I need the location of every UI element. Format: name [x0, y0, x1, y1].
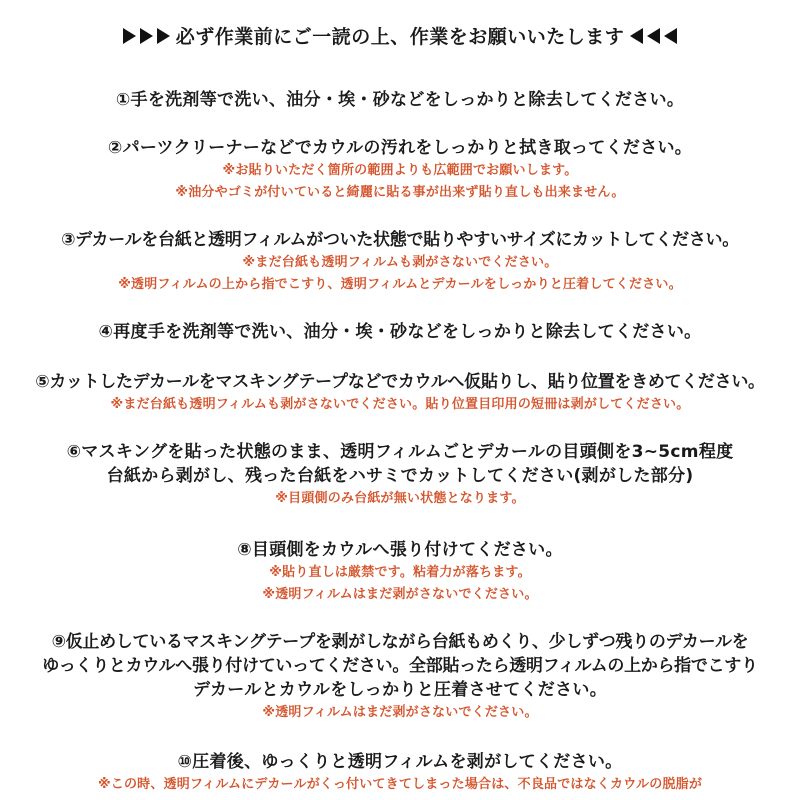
- step-text: 台紙から剥がし、残った台紙をハサミでカットしてください(剥がした部分): [106, 466, 694, 486]
- step-text: ①手を洗剤等で洗い、油分・埃・砂などをしっかりと除去してください。: [115, 90, 685, 110]
- step-10: [0, 750, 800, 796]
- step-note: ※目頭側のみ台紙が無い状態となります。: [275, 491, 525, 506]
- triangle-left-icon: [647, 28, 660, 44]
- triangle-right-icon: [123, 28, 136, 44]
- step-5: [0, 370, 800, 416]
- step-8: [0, 538, 800, 606]
- step-note: ※透明フィルムはまだ剥がさないでください。: [262, 705, 538, 720]
- step-2: [0, 136, 800, 204]
- triangle-left-icon: [630, 28, 643, 44]
- step-note: ※この時、透明フィルムにデカールがくっ付いてきてしまった場合は、不良品ではなくカウルの脱脂が: [97, 777, 703, 792]
- triangle-right-icon: [157, 28, 170, 44]
- triangle-right-icon: [140, 28, 153, 44]
- step-text: ⑧目頭側をカウルへ張り付けてください。: [237, 540, 563, 560]
- step-text: ⑩圧着後、ゆっくりと透明フィルムを剥がしてください。: [177, 752, 623, 772]
- step-text: ④再度手を洗剤等で洗い、油分・埃・砂などをしっかりと除去してください。: [98, 322, 702, 342]
- step-text: ゆっくりとカウルへ張り付けていってください。全部貼ったら透明フィルムの上から指でこすり: [42, 656, 758, 676]
- page-header: [0, 22, 800, 49]
- step-6: [0, 440, 800, 510]
- step-text: ③デカールを台紙と透明フィルムがついた状態で貼りやすいサイズにカットしてください。: [61, 230, 739, 250]
- step-1: [0, 88, 800, 112]
- step-note: ※お貼りいただく箇所の範囲よりも広範囲でお願いします。: [222, 163, 578, 178]
- triangle-left-icon: [664, 28, 677, 44]
- step-note: ※透明フィルムの上から指でこすり、透明フィルムとデカールをしっかりと圧着してください。: [118, 277, 682, 292]
- left-arrows-decoration: [628, 28, 679, 44]
- page-title: 必ず作業前にご一読の上、作業をお願いいたします: [175, 26, 625, 48]
- step-3: [0, 228, 800, 296]
- step-note: ※油分やゴミが付いていると綺麗に貼る事が出来ず貼り直しも出来ません。: [175, 185, 625, 200]
- step-note: ※まだ台紙も透明フィルムも剥がさないでください。: [242, 255, 558, 270]
- step-9: [0, 630, 800, 724]
- step-note: ※貼り直しは厳禁です。粘着力が落ちます。: [269, 565, 531, 580]
- step-text: ⑨仮止めしているマスキングテープを剥がしながら台紙もめくり、少しずつ残りのデカールを: [51, 632, 749, 652]
- step-text: ⑤カットしたデカールをマスキングテープなどでカウルへ仮貼りし、貼り位置をきめてください。: [35, 372, 765, 392]
- step-note: ※まだ台紙も透明フィルムも剥がさないでください。貼り位置目印用の短冊は剥がしてください。: [110, 397, 690, 412]
- right-arrows-decoration: [121, 28, 172, 44]
- step-text: デカールとカウルをしっかりと圧着させてください。: [192, 680, 607, 700]
- step-4: [0, 320, 800, 344]
- step-text: ②パーツクリーナーなどでカウルの汚れをしっかりと拭き取ってください。: [107, 138, 693, 158]
- step-note: ※透明フィルムはまだ剥がさないでください。: [262, 587, 538, 602]
- step-text: ⑥マスキングを貼った状態のまま、透明フィルムごとデカールの目頭側を3~5cm程度: [66, 442, 734, 462]
